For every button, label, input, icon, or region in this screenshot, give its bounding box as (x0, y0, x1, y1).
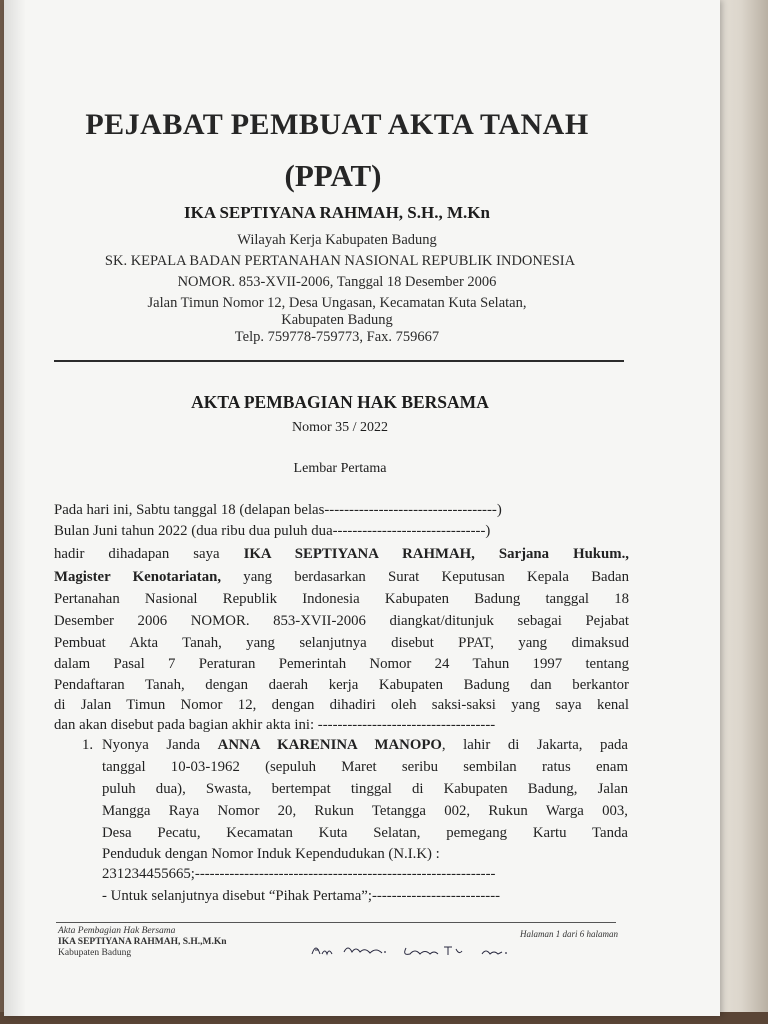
item-line-6: Penduduk dengan Nomor Induk Kependudukan (N.I.K) : (102, 846, 440, 862)
body-line-7: Pembuat Akta Tanah, yang selanjutnya disebut PPAT, yang dimaksud (54, 635, 629, 651)
body-line-1: Pada hari ini, Sabtu tanggal 18 (delapan belas-----------------------------------) (54, 502, 502, 518)
letterhead-title: PEJABAT PEMBUAT AKTA TANAH (85, 108, 589, 141)
body-line-10: di Jalan Timun Nomor 12, dengan dihadiri oleh saksi-saksi yang saya kenal (54, 697, 629, 713)
footer-page-number: Halaman 1 dari 6 halaman (520, 929, 619, 939)
body-line-2: Bulan Juni tahun 2022 (dua ribu dua puluh dua-------------------------------) (54, 523, 491, 539)
official-name: IKA SEPTIYANA RAHMAH, S.H., M.Kn (184, 203, 490, 222)
body-line-11: dan akan disebut pada bagian akhir akta ini: ------------------------------------ (54, 717, 496, 733)
item-line-4: Mangga Raya Nomor 20, Rukun Tetangga 002, Rukun Warga 003, (102, 803, 628, 819)
work-area-line: Wilayah Kerja Kabupaten Badung (237, 232, 437, 248)
letterhead-abbreviation: (PPAT) (284, 158, 382, 193)
item-line-7: 231234455665;------------------------------------------------------------- (102, 866, 496, 882)
body-line-6: Desember 2006 NOMOR. 853-XVII-2006 diangkat/ditunjuk sebagai Pejabat (54, 613, 629, 629)
footer-region: Kabupaten Badung (58, 948, 132, 958)
footer-divider (56, 922, 616, 923)
address-regency-line: Kabupaten Badung (281, 312, 393, 328)
deed-number: Nomor 35 / 2022 (291, 420, 389, 435)
item-line-2: tanggal 10-03-1962 (sepuluh Maret seribu sembilan ratus enam (102, 759, 628, 775)
footer-info (58, 926, 227, 959)
letterhead-divider (54, 360, 624, 362)
item-line-1: Nyonya Janda ANNA KARENINA MANOPO, lahir di Jakarta, pada (102, 737, 628, 753)
deed-title: AKTA PEMBAGIAN HAK BERSAMA (191, 392, 489, 412)
footer-doc-title: Akta Pembagian Hak Bersama (58, 926, 176, 936)
page-shadow (4, 0, 26, 1016)
item-line-5: Desa Pecatu, Kecamatan Kuta Selatan, pemegang Kartu Tanda (102, 825, 628, 841)
party-signatures (310, 938, 520, 962)
body-line-9: Pendaftaran Tanah, dengan daerah kerja Kabupaten Badung dan berkantor (54, 677, 629, 693)
body-line-8: dalam Pasal 7 Peraturan Pemerintah Nomor 24 Tahun 1997 tentang (54, 656, 629, 672)
document-page (4, 0, 720, 1016)
decree-line: SK. KEPALA BADAN PERTANAHAN NASIONAL REPUBLIK INDONESIA (104, 253, 576, 269)
item-line-3: puluh dua), Swasta, bertempat tinggal di Kabupaten Badung, Jalan (102, 781, 628, 797)
body-line-5: Pertanahan Nasional Republik Indonesia Kabupaten Badung tanggal 18 (54, 591, 629, 607)
deed-sheet: Lembar Pertama (293, 461, 387, 476)
body-line-4: Magister Kenotariatan, yang berdasarkan Surat Keputusan Kepala Badan (54, 569, 629, 585)
item-line-8: - Untuk selanjutnya disebut “Pihak Pertama”;-------------------------- (102, 888, 501, 904)
footer-official: IKA SEPTIYANA RAHMAH, S.H.,M.Kn (58, 937, 227, 947)
body-line-3: hadir dihadapan saya IKA SEPTIYANA RAHMAH, Sarjana Hukum., (54, 546, 629, 562)
contact-line: Telp. 759778-759773, Fax. 759667 (234, 329, 440, 345)
item-number: 1. (82, 737, 94, 753)
decree-number-line: NOMOR. 853-XVII-2006, Tanggal 18 Desember 2006 (177, 274, 497, 290)
address-line: Jalan Timun Nomor 12, Desa Ungasan, Kecamatan Kuta Selatan, (147, 295, 527, 311)
